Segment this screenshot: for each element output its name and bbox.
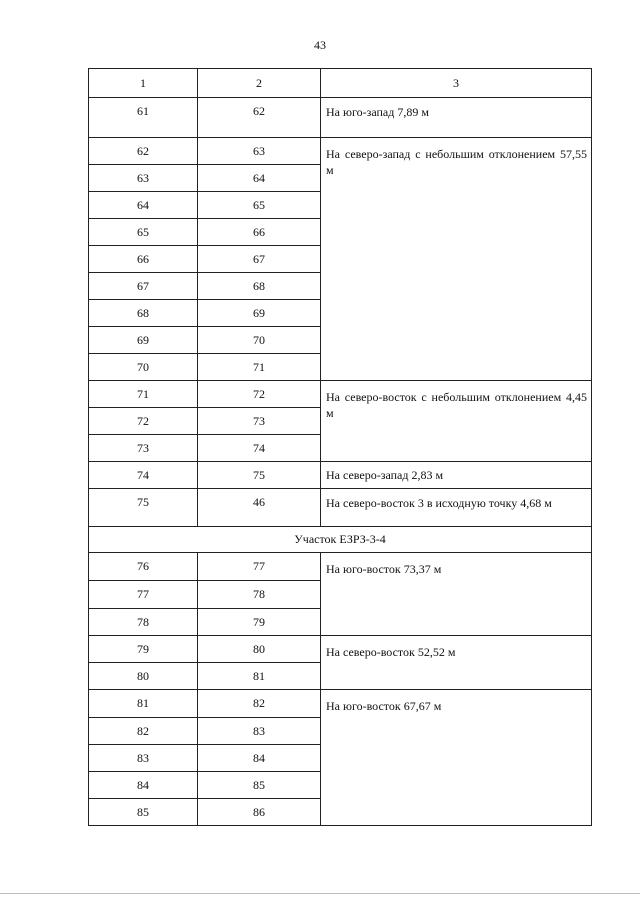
table-row [89, 636, 592, 663]
point-to: 64 [198, 165, 321, 192]
point-from: 80 [89, 663, 198, 690]
table-row [89, 690, 592, 718]
direction-description: На юго-восток 73,37 м [321, 553, 592, 636]
point-to: 67 [198, 246, 321, 273]
table-row [89, 381, 592, 408]
point-to: 65 [198, 192, 321, 219]
point-from: 78 [89, 609, 198, 636]
table-row [89, 489, 592, 527]
point-from: 73 [89, 435, 198, 462]
section-row [89, 527, 592, 553]
point-from: 68 [89, 300, 198, 327]
point-from: 82 [89, 718, 198, 745]
point-from: 79 [89, 636, 198, 663]
point-to: 69 [198, 300, 321, 327]
point-from: 66 [89, 246, 198, 273]
direction-description: На северо-восток 52,52 м [321, 636, 592, 690]
point-from: 74 [89, 462, 198, 489]
direction-description: На северо-восток 3 в исходную точку 4,68 м [321, 489, 592, 527]
coordinates-table [88, 68, 592, 826]
point-from: 85 [89, 799, 198, 826]
point-from: 64 [89, 192, 198, 219]
page-number: 43 [314, 38, 326, 52]
point-to: 84 [198, 745, 321, 772]
point-to: 68 [198, 273, 321, 300]
table-row [89, 553, 592, 581]
point-from: 70 [89, 354, 198, 381]
point-to: 79 [198, 609, 321, 636]
point-to: 62 [198, 98, 321, 138]
table-row [89, 462, 592, 489]
point-from: 83 [89, 745, 198, 772]
point-to: 86 [198, 799, 321, 826]
table-row [89, 98, 592, 138]
point-to: 81 [198, 663, 321, 690]
point-to: 83 [198, 718, 321, 745]
point-to: 63 [198, 138, 321, 165]
point-to: 46 [198, 489, 321, 527]
point-from: 61 [89, 98, 198, 138]
point-to: 70 [198, 327, 321, 354]
point-to: 78 [198, 581, 321, 609]
point-to: 74 [198, 435, 321, 462]
point-to: 73 [198, 408, 321, 435]
point-to: 66 [198, 219, 321, 246]
point-to: 82 [198, 690, 321, 718]
point-from: 69 [89, 327, 198, 354]
point-to: 80 [198, 636, 321, 663]
direction-description: На северо-восток с небольшим отклонением 4,45 м [321, 381, 592, 462]
point-to: 85 [198, 772, 321, 799]
point-from: 76 [89, 553, 198, 581]
table-row [89, 138, 592, 165]
point-to: 71 [198, 354, 321, 381]
point-from: 71 [89, 381, 198, 408]
point-from: 77 [89, 581, 198, 609]
direction-description: На северо-запад 2,83 м [321, 462, 592, 489]
point-to: 75 [198, 462, 321, 489]
point-from: 75 [89, 489, 198, 527]
direction-description: На юго-запад 7,89 м [321, 98, 592, 138]
header-cell-2: 2 [198, 69, 321, 98]
point-from: 62 [89, 138, 198, 165]
section-title: Участок ЕЗРЗ-3-4 [89, 527, 592, 553]
point-to: 72 [198, 381, 321, 408]
point-from: 65 [89, 219, 198, 246]
point-from: 67 [89, 273, 198, 300]
point-from: 72 [89, 408, 198, 435]
point-to: 77 [198, 553, 321, 581]
point-from: 84 [89, 772, 198, 799]
page-bottom-edge [0, 893, 640, 894]
point-from: 63 [89, 165, 198, 192]
table-header-row [89, 69, 592, 98]
direction-description: На юго-восток 67,67 м [321, 690, 592, 826]
point-from: 81 [89, 690, 198, 718]
header-cell-3: 3 [321, 69, 592, 98]
direction-description: На северо-запад с небольшим отклонением 57,55 м [321, 138, 592, 381]
header-cell-1: 1 [89, 69, 198, 98]
